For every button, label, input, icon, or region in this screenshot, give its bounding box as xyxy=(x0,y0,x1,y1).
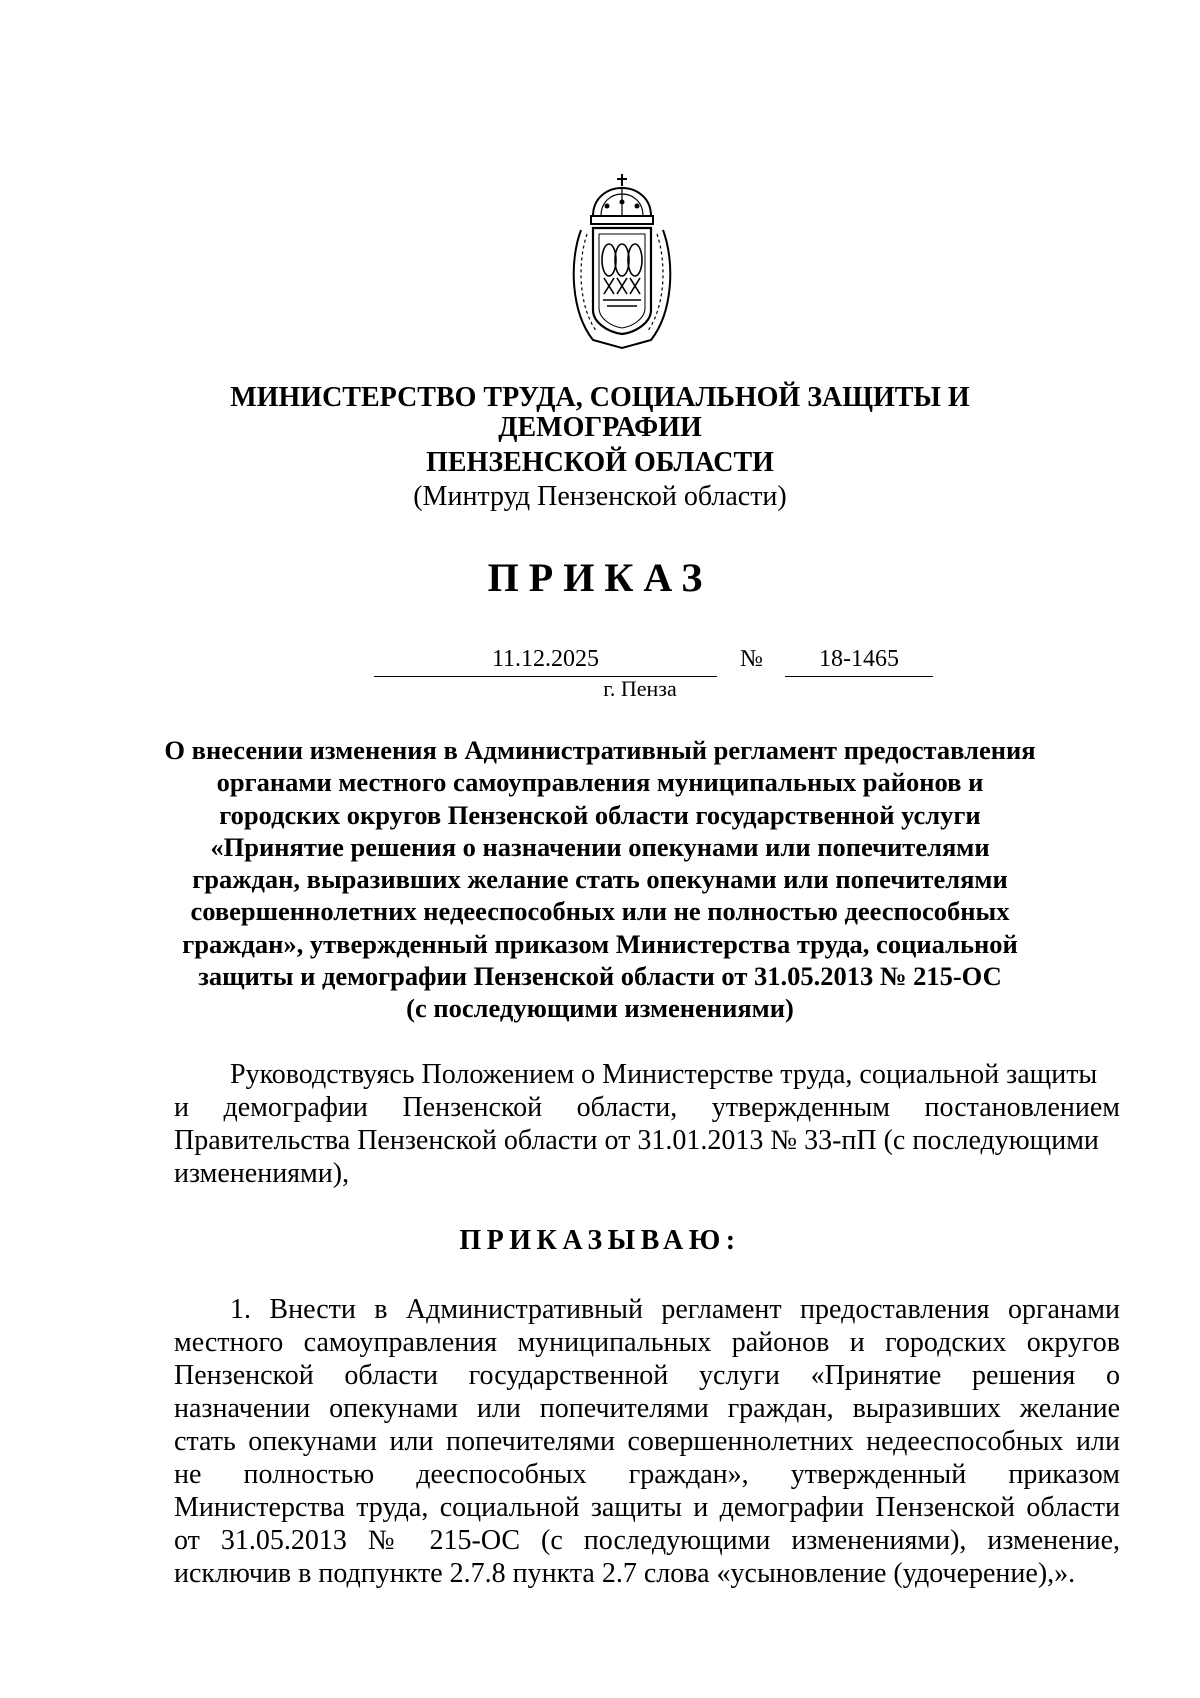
item-1-line: назначении опекунами или попечителями граждан, выразивших желание xyxy=(174,1393,1120,1424)
subject-line: городских округов Пензенской области государственной услуги xyxy=(219,799,981,830)
order-city: г. Пенза xyxy=(603,676,677,701)
ministry-name-line-1: МИНИСТЕРСТВО ТРУДА, СОЦИАЛЬНОЙ ЗАЩИТЫ И xyxy=(230,382,970,413)
ministry-short-name: (Минтруд Пензенской области) xyxy=(413,481,787,512)
item-1-line: от 31.05.2013 № 215-ОС (с последующими изменениями), изменение, xyxy=(174,1525,1120,1556)
number-sign: № xyxy=(740,646,763,672)
preamble-line: и демографии Пензенской области, утвержденным постановлением xyxy=(174,1092,1120,1123)
order-subject xyxy=(150,734,1050,1025)
subject-line: совершеннолетних недееспособных или не полностью дееспособных xyxy=(190,896,1010,927)
subject-line: (с последующими изменениями) xyxy=(406,993,794,1024)
ministry-name-line-2: ДЕМОГРАФИИ xyxy=(498,412,702,443)
document-type-title: ПРИКАЗ xyxy=(487,555,713,600)
item-1-line: стать опекунами или попечителями совершеннолетних недееспособных или xyxy=(174,1426,1120,1457)
subject-line: О внесении изменения в Административный регламент предоставления xyxy=(164,735,1036,765)
subject-line: органами местного самоуправления муниципальных районов и xyxy=(216,767,984,798)
item-1-line: 1. Внести в Административный регламент предоставления органами xyxy=(230,1294,1120,1325)
subject-line: граждан, выразивших желание стать опекунами или попечителями xyxy=(192,864,1008,895)
item-1-line: исключив в подпункте 2.7.8 пункта 2.7 слова «усыновление (удочерение),». xyxy=(174,1558,1076,1589)
subject-line: граждан», утвержденный приказом Министерства труда, социальной xyxy=(182,928,1018,959)
item-1-line: не полностью дееспособных граждан», утвержденный приказом xyxy=(174,1459,1120,1490)
preamble-line: Правительства Пензенской области от 31.01.2013 № 33-пП (с последующими xyxy=(174,1125,1099,1156)
ministry-region-line: ПЕНЗЕНСКОЙ ОБЛАСТИ xyxy=(426,447,774,478)
preamble-line: Руководствуясь Положением о Министерстве труда, социальной защиты xyxy=(230,1059,1098,1090)
preamble-paragraph xyxy=(174,1058,1120,1190)
subject-line: защиты и демографии Пензенской области от 31.05.2013 № 215-ОС xyxy=(198,961,1002,992)
coat-of-arms-icon xyxy=(563,172,681,350)
order-directive-heading: ПРИКАЗЫВАЮ: xyxy=(459,1225,741,1256)
item-1-line: Пензенской области государственной услуги «Принятие решения о xyxy=(174,1360,1120,1391)
order-number: 18-1465 xyxy=(785,642,933,677)
item-1-paragraph xyxy=(174,1293,1120,1590)
order-date: 11.12.2025 xyxy=(374,642,717,677)
item-1-line: местного самоуправления муниципальных районов и городских округов xyxy=(174,1327,1120,1358)
subject-line: «Принятие решения о назначении опекунами или попечителями xyxy=(210,831,990,862)
item-1-line: Министерства труда, социальной защиты и демографии Пензенской области xyxy=(174,1492,1120,1523)
preamble-line: изменениями), xyxy=(174,1158,350,1189)
